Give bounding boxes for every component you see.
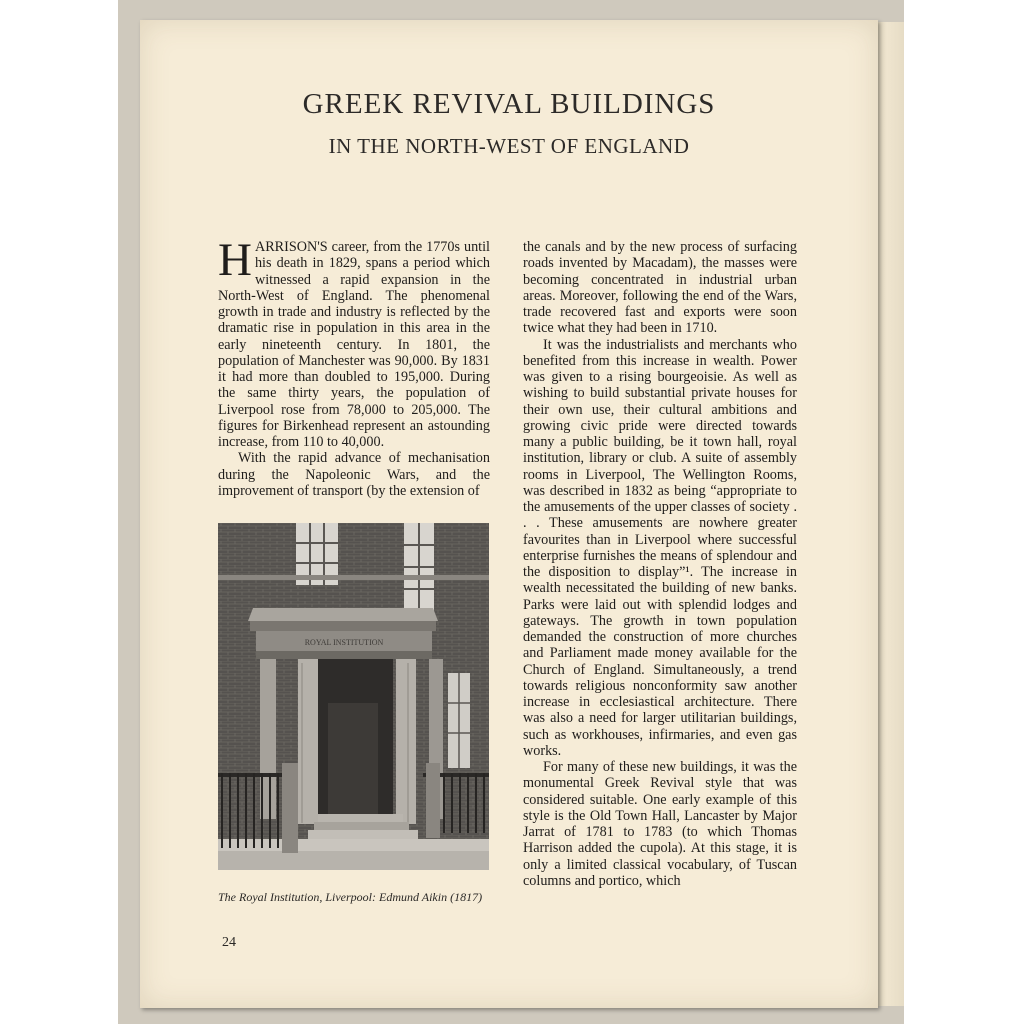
royal-institution-photo-illustration bbox=[218, 523, 489, 870]
page-title: GREEK REVIVAL BUILDINGS bbox=[302, 88, 716, 120]
drop-cap: H bbox=[218, 234, 252, 286]
paragraph: the canals and by the new process of surfacing roads invented by Macadam), the masses were becoming concentrated in industrial urban areas. Moreover, following the end of the Wars, trade recovered fast and exports were soon twice what they had been in 1710. bbox=[523, 239, 797, 337]
right-column bbox=[523, 239, 797, 889]
adjacent-page-edge bbox=[876, 22, 904, 1006]
building-photo bbox=[218, 523, 489, 870]
page-number: 24 bbox=[222, 935, 236, 950]
paragraph: With the rapid advance of mechanisation during the Napoleonic Wars, and the improvement of transport (by the extension of bbox=[218, 450, 490, 499]
paragraph-text: ARRISON'S career, from the 1770s until his death in 1829, spans a period which witnessed a rapid expansion in the North-West of England. The phenomenal growth in trade and industry is reflected by the dramatic rise in population in this area in the early nineteenth century. In 1801, the population of Manchester was 90,000. By 1831 it had more than doubled to 195,000. During the same thirty years, the population of Liverpool rose from 78,000 to 205,000. The figures for Birkenhead represent an astounding increase, from 110 to 40,000. bbox=[218, 239, 490, 450]
page-subtitle: IN THE NORTH-WEST OF ENGLAND bbox=[328, 134, 690, 158]
portico-inscription: ROYAL INSTITUTION bbox=[304, 638, 384, 647]
paragraph: For many of these new buildings, it was the monumental Greek Revival style that was considered suitable. One early example of this style is the Old Town Hall, Lancaster by Major Jarrat of 1781 to 1783 (to which Thomas Harrison added the cupola). At this stage, it is only a limited classical vocabulary, of Tuscan columns and portico, which bbox=[523, 759, 797, 889]
paragraph: It was the industrialists and merchants who benefited from this increase in wealth. Power was given to a rising bourgeoisie. As well as wishing to build substantial private houses for their own use, their cultural ambitions and growing civic pride were directed towards many a public building, be it town hall, royal institution, library or club. A suite of assembly rooms in Liverpool, The Wellington Rooms, was described in 1832 as being “appropriate to the amusements of the upper classes of society . . . These amusements are nowhere greater favourites than in Liverpool where successful enterprise furnishes the means of splendour and the disposition to display”¹. The increase in wealth necessitated the building of new banks. Parks were laid out with splendid lodges and gateways. The growth in town population demanded the construction of more churches and Parliament made money available for the Church of England. Simultaneously, a trend towards religious nonconformity saw another increase in ecclesiastical architecture. There was also a need for larger utilitarian buildings, such as workhouses, infirmaries, and even gas works. bbox=[523, 336, 797, 759]
book-page bbox=[140, 20, 878, 1008]
photo-caption: The Royal Institution, Liverpool: Edmund Aikin (1817) bbox=[218, 890, 483, 904]
left-column bbox=[218, 234, 490, 499]
paragraph bbox=[218, 234, 490, 450]
